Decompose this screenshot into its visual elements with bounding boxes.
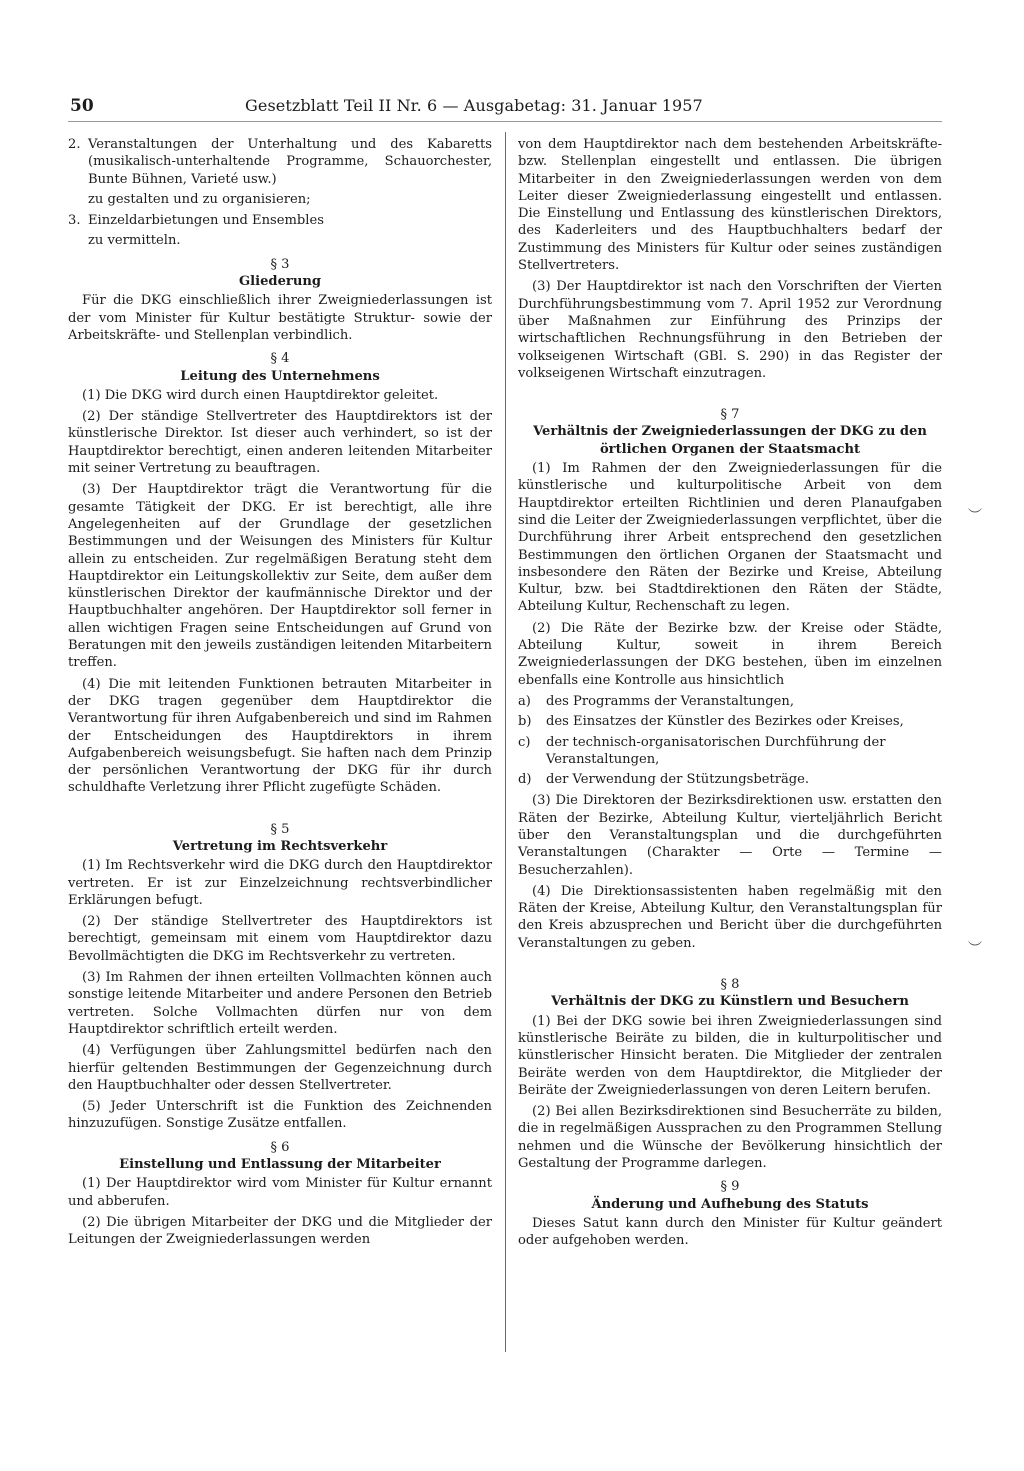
section-number: § 9 [720, 1179, 740, 1195]
left-column [68, 136, 492, 1253]
list-text: Veranstaltungen der Unterhaltung und des Kabaretts (musikalisch-unterhaltende Programme, Schauorchester, Bunte Bühnen, Varieté usw.) [88, 137, 492, 187]
sub-list-item [518, 713, 942, 730]
paragraph: (4) Verfügungen über Zahlungsmittel bedürfen nach den hierfür geltenden Bestimmungen der Gegenzeichnung durch den Hauptbuchhalter oder dessen Stellvertreter. [68, 1043, 492, 1093]
column-divider [505, 132, 506, 1352]
sub-list [518, 693, 942, 788]
paragraph: (5) Jeder Unterschrift ist die Funktion des Zeichnenden hinzuzufügen. Sonstige Zusätze entfallen. [68, 1099, 492, 1132]
paragraph: (2) Bei allen Bezirksdirektionen sind Besucherräte zu bilden, die in regelmäßigen Aussprachen zu den Programmen Stellung nehmen und die Wünsche der Bevölkerung hinsichtlich der Gestaltung der Programme darlegen. [518, 1104, 942, 1172]
section-title: Vertretung im Rechtsverkehr [172, 838, 388, 854]
sub-list-text: der Verwendung der Stützungsbeträge. [546, 772, 810, 788]
paragraph: (3) Im Rahmen der ihnen erteilten Vollmachten können auch sonstige leitende Mitarbeiter und andere Personen den Betrieb vertreten. Solche Vollmachten dürfen nur von dem Hauptdirektor schriftlich erteilt werden. [68, 970, 492, 1037]
margin-mark-icon: ︶ [968, 508, 982, 524]
section-title: Gliederung [238, 274, 322, 290]
paragraph: (3) Der Hauptdirektor ist nach den Vorschriften der Vierten Durchführungsbestimmung vom 7. April 1952 zur Verordnung über Maßnahmen zur Einführung des Prinzips der wirtschaftlichen Rechnungsführung in den Betrieben der volkseigenen Wirtschaft (GBl. S. 290) in das Register der volkseigenen Wirtschaft einzutragen. [518, 279, 942, 381]
paragraph-continuation: von dem Hauptdirektor nach dem bestehenden Arbeitskräfte- bzw. Stellenplan eingestellt und entlassen. Die übrigen Mitarbeiter in den Zweigniederlassungen werden von dem Leiter dieser Zweigniederlassung eingestellt und entlassen. Die Einstellung und Entlassung des künstlerischen Direktors, des Kaderleiters und des Hauptbuchhalters bedarf der Zustimmung des Ministers für Kultur oder seines zuständigen Stellvertreters. [518, 137, 942, 274]
paragraph: (2) Der ständige Stellvertreter des Hauptdirektors ist der künstlerische Direktor. Ist dieser auch verhindert, so ist der Hauptdirektor berechtigt, einen anderen leitenden Mitarbeiter mit seiner Vertretung zu beauftragen. [68, 409, 492, 477]
paragraph: (1) Im Rechtsverkehr wird die DKG durch den Hauptdirektor vertreten. Er ist zur Einzelzeichnung rechtsverbindlicher Erklärungen befugt. [68, 858, 492, 908]
margin-mark-icon: ︶ [968, 941, 982, 957]
section-number: § 5 [270, 821, 290, 837]
list-continuation: zu gestalten und zu organisieren; [88, 191, 311, 207]
page-number: 50 [70, 96, 94, 116]
sub-list-text: des Einsatzes der Künstler des Bezirkes oder Kreises, [546, 714, 904, 730]
section-number: § 6 [270, 1139, 290, 1155]
sub-list-item [518, 734, 942, 769]
section-title: Einstellung und Entlassung der Mitarbeiter [119, 1157, 441, 1173]
list-item-2 [68, 136, 492, 188]
sub-list-marker: b) [518, 714, 532, 730]
section-number: § 4 [270, 351, 290, 367]
list-continuation: zu vermitteln. [88, 233, 181, 249]
header-rule [68, 121, 942, 122]
right-column [518, 136, 942, 1254]
sub-list-text: der technisch-organisatorischen Durchführung der Veranstaltungen, [546, 734, 886, 767]
section-title: Verhältnis der Zweigniederlassungen der DKG zu den örtlichen Organen der Staatsmacht [533, 424, 927, 457]
sub-list-item [518, 771, 942, 788]
list-marker: 2. [68, 137, 81, 152]
paragraph: (2) Die übrigen Mitarbeiter der DKG und die Mitglieder der Leitungen der Zweigniederlassungen werden [68, 1214, 492, 1248]
paragraph: (4) Die Direktionsassistenten haben regelmäßig mit den Räten der Kreise, Abteilung Kultur, den Veranstaltungsplan für den Kreis abzusprechen und Bericht über die durchgeführten Veranstaltungen zu geben. [518, 883, 942, 951]
paragraph: (1) Im Rahmen der den Zweigniederlassungen für die künstlerische und kulturpolitische Arbeit von dem Hauptdirektor erteilten Richtlinien und deren Planaufgaben sind die Leiter der Zweigniederlassungen verpflichtet, über die Durchführung ihrer Arbeit entsprechend den gesetzlichen Bestimmungen den örtlichen Organen der Staatsmacht und insbesondere den Räten der Bezirke und Kreise, Abteilung Kultur, bzw. bei Stadtdirektionen den Räten der Städte, Abteilung Kultur, Rechenschaft zu legen. [518, 461, 942, 615]
section-title: Leitung des Unternehmens [180, 368, 380, 384]
paragraph: Für die DKG einschließlich ihrer Zweigniederlassungen ist der vom Minister für Kultur bestätigte Struktur- sowie der Arbeitskräfte- und Stellenplan verbindlich. [68, 293, 492, 343]
paragraph: (4) Die mit leitenden Funktionen betrauten Mitarbeiter in der DKG tragen gegenüber dem Hauptdirektor die Verantwortung für ihren Aufgabenbereich und sind im Rahmen der Entscheidungen des Hauptdirektors in ihrem Aufgabenbereich weisungsbefugt. Sie haften nach dem Prinzip der persönlichen Verantwortung der DKG für ihr durch schuldhafte Verletzung ihrer Pflicht zugefügte Schäden. [68, 676, 492, 796]
paragraph: (3) Die Direktoren der Bezirksdirektionen usw. erstatten den Räten der Bezirke, Abteilung Kultur, vierteljährlich Bericht über den Veranstaltungsplan und die durchgeführten Veranstaltungen (Charakter — Orte — Termine — Besucherzahlen). [518, 793, 942, 878]
section-number: § 7 [720, 407, 740, 423]
sub-list-marker: a) [518, 693, 531, 709]
paragraph: Dieses Satut kann durch den Minister für Kultur geändert oder aufgehoben werden. [518, 1215, 942, 1249]
list-marker: 3. [68, 213, 81, 229]
paragraph: (1) Die DKG wird durch einen Hauptdirektor geleitet. [82, 387, 439, 403]
paragraph: (2) Die Räte der Bezirke bzw. der Kreise oder Städte, Abteilung Kultur, soweit in ihrem Bereich Zweigniederlassungen der DKG bestehen, üben im einzelnen ebenfalls eine Kontrolle aus hinsichtlich [518, 620, 942, 688]
section-title: Verhältnis der DKG zu Künstlern und Besuchern [551, 994, 909, 1010]
sub-list-marker: c) [518, 734, 531, 750]
section-title: Änderung und Aufhebung des Statuts [591, 1196, 869, 1212]
header-title: Gesetzblatt Teil II Nr. 6 — Ausgabetag: 31. Januar 1957 [245, 96, 703, 115]
sub-list-text: des Programms der Veranstaltungen, [546, 693, 795, 709]
list-item-3 [68, 212, 492, 229]
paragraph: (1) Der Hauptdirektor wird vom Minister für Kultur ernannt und abberufen. [68, 1176, 492, 1209]
paragraph: (1) Bei der DKG sowie bei ihren Zweigniederlassungen sind künstlerische Beiräte zu bilden, die in kulturpolitischer und künstlerischer Hinsicht beraten. Die Mitglieder der zentralen Beiräte werden von dem Hauptdirektor, die Mitglieder der Beiräte der Zweigniederlassungen von deren Leitern berufen. [518, 1013, 942, 1098]
sub-list-marker: d) [518, 772, 532, 788]
paragraph: (2) Der ständige Stellvertreter des Hauptdirektors ist berechtigt, gemeinsam mit einem vom Hauptdirektor dazu Bevollmächtigten die DKG im Rechtsverkehr zu vertreten. [68, 914, 492, 964]
sub-list-item [518, 693, 942, 710]
section-number: § 8 [720, 977, 740, 993]
section-number: § 3 [270, 256, 290, 272]
paragraph: (3) Der Hauptdirektor trägt die Verantwortung für die gesamte Tätigkeit der DKG. Er ist berechtigt, alle ihre Angelegenheiten auf der Grundlage der gesetzlichen Bestimmungen und der Weisungen des Ministers für Kultur allein zu entscheiden. Zur regelmäßigen Beratung steht dem Hauptdirektor ein Leitungskollektiv zur Seite, dem außer dem künstlerischen Direktor der kaufmännische Direktor und der Hauptbuchhalter angehören. Der Hauptdirektor soll ferner in allen wichtigen Fragen seine Entscheidungen auf Grund von Beratungen mit den jeweils zuständigen leitenden Mitarbeitern treffen. [68, 482, 492, 671]
list-text: Einzeldarbietungen und Ensembles [88, 213, 324, 229]
